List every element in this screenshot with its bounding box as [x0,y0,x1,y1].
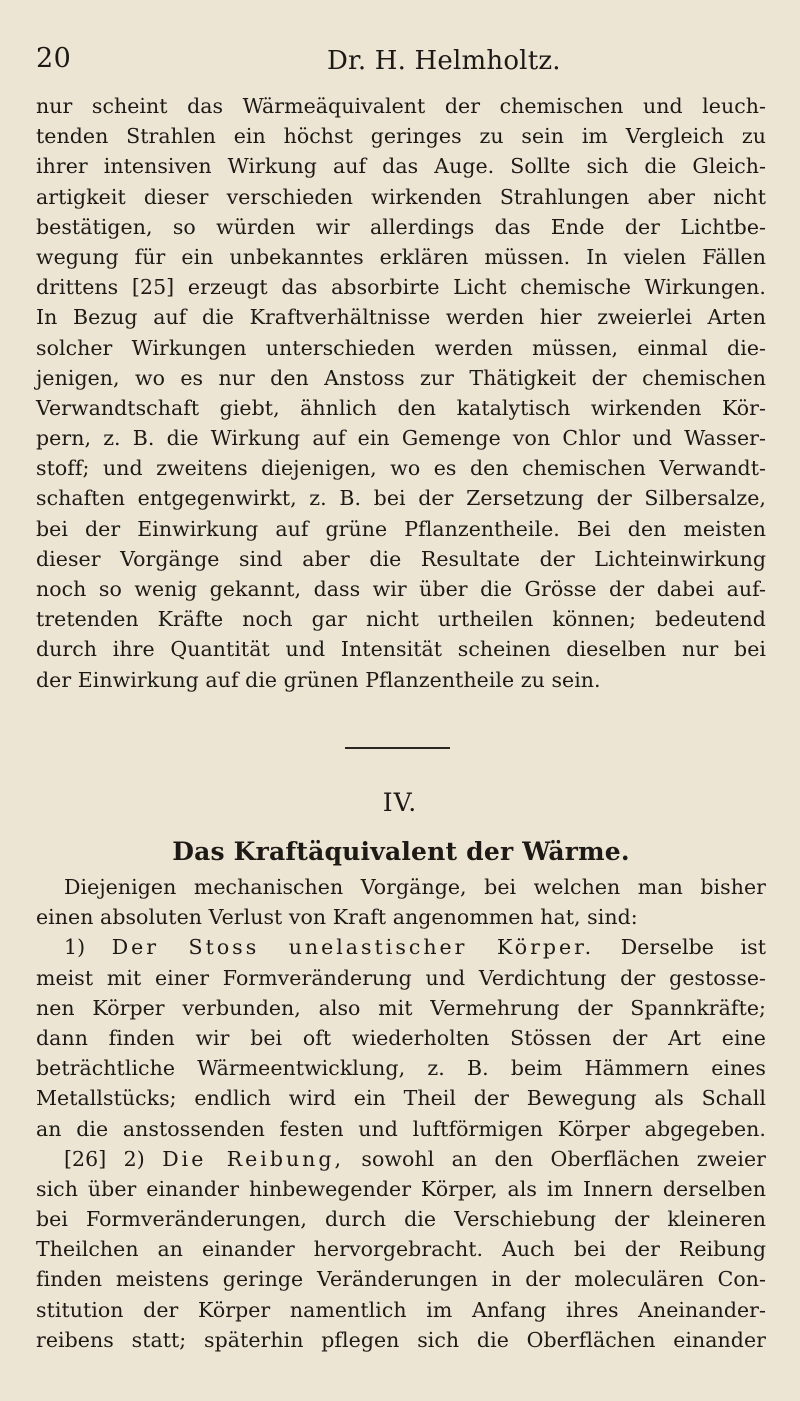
text-line: dieser Vorgänge sind aber die Resultate der Lichteinwirkung [36,546,766,571]
text-line: einen absoluten Verlust von Kraft angenommen hat, sind: [36,905,638,930]
text-line: stitution der Körper namentlich im Anfang ihres Aneinander- [36,1297,766,1322]
text-line: der Einwirkung auf die grünen Pflanzentheile zu sein. [36,667,601,692]
text-line: drittens [25] erzeugt das absorbirte Licht chemische Wirkungen. [36,275,766,300]
text-line: noch so wenig gekannt, dass wir über die Grösse der dabei auf- [36,577,766,601]
text-line: Diejenigen mechanischen Vorgänge, bei welchen man bisher [64,875,766,899]
item-number: 1) [64,935,86,960]
text-line: meist mit einer Formveränderung und Verdichtung der gestosse- [36,965,766,990]
text-line: tenden Strahlen ein höchst geringes zu sein im Vergleich zu [36,124,766,149]
item-number: [26] 2) [64,1146,145,1171]
text-line: wegung für ein unbekanntes erklären müssen. In vielen Fällen [36,244,766,269]
spaced-term: Der Stoss unelastischer Körper. [111,935,595,960]
text-line: schaften entgegenwirkt, z. B. bei der Zersetzung der Silbersalze, [36,486,766,511]
text-line: dann finden wir bei oft wiederholten Stössen der Art eine [36,1025,766,1050]
paragraph-2 [36,872,766,1355]
text-line: reibens statt; späterhin pflegen sich die Oberflächen einander [36,1327,766,1352]
section-divider [345,747,450,749]
text-line: bei Formveränderungen, durch die Verschiebung der kleineren [36,1207,766,1232]
text-line: nur scheint das Wärmeäquivalent der chemischen und leuch- [36,94,766,118]
text-line: artigkeit dieser verschieden wirkenden Strahlungen aber nicht [36,184,766,209]
running-head: Dr. H. Helmholtz. [327,46,561,76]
text-line: an die anstossenden festen und luftförmigen Körper abgegeben. [36,1116,766,1141]
list-item-1-heading [36,932,766,962]
section-title: Das Kraftäquivalent der Wärme. [172,837,630,866]
text-line: ihrer intensiven Wirkung auf das Auge. Sollte sich die Gleich- [36,154,766,179]
text-line: Verwandtschaft giebt, ähnlich den katalytisch wirkenden Kör- [36,395,766,420]
text-line: pern, z. B. die Wirkung auf ein Gemenge von Chlor und Wasser- [36,426,766,451]
item-text: sowohl an den Oberflächen zweier [344,1146,766,1171]
text-line: Theilchen an einander hervorgebracht. Auch bei der Reibung [36,1237,766,1262]
page-number: 20 [36,43,72,74]
text-line: tretenden Kräfte noch gar nicht urtheilen können; bedeutend [36,607,766,632]
text-line: jenigen, wo es nur den Anstoss zur Thätigkeit der chemischen [36,365,766,390]
text-line: In Bezug auf die Kraftverhältnisse werden hier zweierlei Arten [36,305,766,330]
text-line: solcher Wirkungen unterschieden werden müssen, einmal die- [36,335,766,360]
spaced-term: Die Reibung, [162,1146,344,1171]
paragraph-1 [36,91,766,695]
text-line: durch ihre Quantität und Intensität scheinen dieselben nur bei [36,637,766,662]
text-line: bei der Einwirkung auf grüne Pflanzentheile. Bei den meisten [36,516,766,541]
text-line: nen Körper verbunden, also mit Vermehrung der Spannkräfte; [36,995,766,1020]
text-line: Metallstücks; endlich wird ein Theil der Bewegung als Schall [36,1086,766,1111]
text-line: sich über einander hinbewegender Körper, als im Innern derselben [36,1176,766,1201]
text-line: beträchtliche Wärmeentwicklung, z. B. beim Hämmern eines [36,1056,766,1081]
text-line: finden meistens geringe Veränderungen in der moleculären Con- [36,1267,766,1292]
text-line: stoff; und zweitens diejenigen, wo es den chemischen Verwandt- [36,456,766,481]
item-text: Derselbe ist [594,935,766,960]
text-line: bestätigen, so würden wir allerdings das Ende der Lichtbe- [36,214,766,239]
section-number: IV. [382,788,418,817]
list-item-2-heading [36,1144,766,1174]
